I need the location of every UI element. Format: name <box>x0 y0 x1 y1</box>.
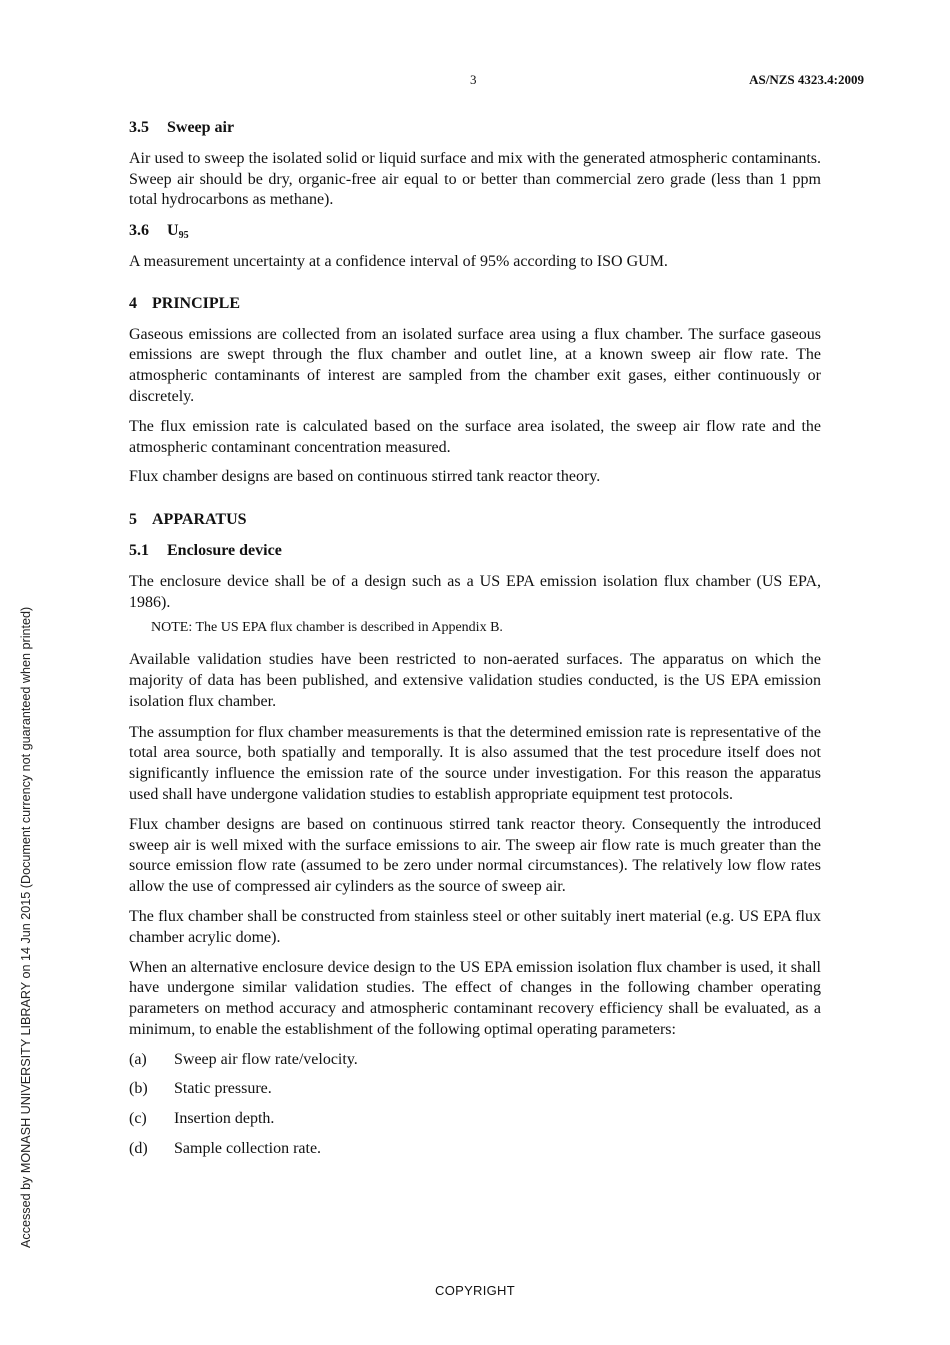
section-number: 5 <box>129 511 137 529</box>
section-5-heading <box>129 510 821 531</box>
list-text: Sample collection rate. <box>174 1140 322 1158</box>
section-4-heading <box>129 294 821 315</box>
list-item <box>129 1139 821 1160</box>
note: NOTE: The US EPA flux chamber is described in Appendix B. <box>151 620 503 636</box>
list-label: (a) <box>129 1050 147 1068</box>
list-text: Sweep air flow rate/velocity. <box>174 1050 358 1068</box>
list-item <box>129 1079 821 1100</box>
list-item <box>129 1050 821 1071</box>
section-5-1-paragraph: The assumption for flux chamber measurements is that the determined emission rate is representative of the total area source, both spatially and temporally. It is also assumed that the test procedure itself does not significantly influence the emission rate of the source under investigation. For this reason the apparatus used shall have undergone validation studies to establish appropriate equipment test protocols. <box>129 723 821 803</box>
section-title: U <box>167 222 179 240</box>
section-title: PRINCIPLE <box>152 294 241 312</box>
section-title: APPARATUS <box>152 511 247 529</box>
section-5-1-paragraph: The enclosure device shall be of a design such as a US EPA emission isolation flux chamber (US EPA, 1986). <box>129 572 821 611</box>
list-label: (d) <box>129 1140 148 1158</box>
section-3-5-heading <box>129 118 821 139</box>
section-number: 3.6 <box>129 222 149 240</box>
section-4-paragraph: The flux emission rate is calculated based on the surface area isolated, the sweep air flow rate and the atmospheric contaminant concentration measured. <box>129 417 821 456</box>
section-4-paragraph: Gaseous emissions are collected from an isolated surface area using a flux chamber. The surface gaseous emissions are swept through the flux chamber and outlet line, at a known sweep air flow rate. The atmospheric contaminants of interest are sampled from the chamber exit gases, either continuously or discretely. <box>129 325 821 405</box>
section-5-1-paragraph: When an alternative enclosure device design to the US EPA emission isolation flux chamber is used, it shall have undergone similar validation studies. The effect of changes in the following chamber operating parameters on method accuracy and atmospheric contaminant recovery efficiency shall be evaluated, as a minimum, to enable the establishment of the following optimal operating parameters: <box>129 958 821 1038</box>
section-5-1-paragraph: The flux chamber shall be constructed from stainless steel or other suitably inert material (e.g. US EPA flux chamber acrylic dome). <box>129 907 821 946</box>
list-label: (b) <box>129 1080 148 1098</box>
section-3-6-heading <box>129 221 821 242</box>
section-5-1-heading <box>129 541 821 562</box>
section-title: Enclosure device <box>167 541 282 559</box>
access-notice: Accessed by MONASH UNIVERSITY LIBRARY on 14 Jun 2015 (Document currency not guaranteed when printed) <box>19 606 33 1248</box>
document-body <box>129 118 821 1160</box>
section-title: Sweep air <box>167 119 235 136</box>
section-title-subscript: 95 <box>178 230 189 242</box>
section-5-1-paragraph: Flux chamber designs are based on continuous stirred tank reactor theory. Consequently the introduced sweep air is well mixed with the surface emissions to air. The sweep air flow rate is much greater than the source emission flow rate (assumed to be zero under normal circumstances). The relatively low flow rates allow the use of compressed air cylinders as the source of sweep air. <box>129 815 821 896</box>
list-label: (c) <box>129 1110 147 1128</box>
section-5-1-paragraph: Available validation studies have been restricted to non-aerated surfaces. The apparatus on which the majority of data has been published, and extensive validation studies conducted, is the US EPA emission isolation flux chamber. <box>129 651 821 710</box>
copyright-footer: COPYRIGHT <box>435 1283 515 1298</box>
section-4-paragraph: Flux chamber designs are based on continuous stirred tank reactor theory. <box>129 468 601 486</box>
section-number: 3.5 <box>129 119 149 136</box>
section-number: 4 <box>129 294 137 312</box>
page-number: 3 <box>470 72 477 87</box>
list-text: Static pressure. <box>174 1080 272 1098</box>
section-3-5-body: Air used to sweep the isolated solid or liquid surface and mix with the generated atmospheric contaminants. Sweep air should be dry, organic-free air equal to or better than commercial zero grade (less than 1 ppm total hydrocarbons as methane). <box>129 149 821 209</box>
section-3-6-body: A measurement uncertainty at a confidence interval of 95% according to ISO GUM. <box>129 252 668 270</box>
section-number: 5.1 <box>129 541 149 559</box>
list-item <box>129 1109 821 1130</box>
list-text: Insertion depth. <box>174 1110 275 1128</box>
standard-identifier: AS/NZS 4323.4:2009 <box>749 72 864 87</box>
